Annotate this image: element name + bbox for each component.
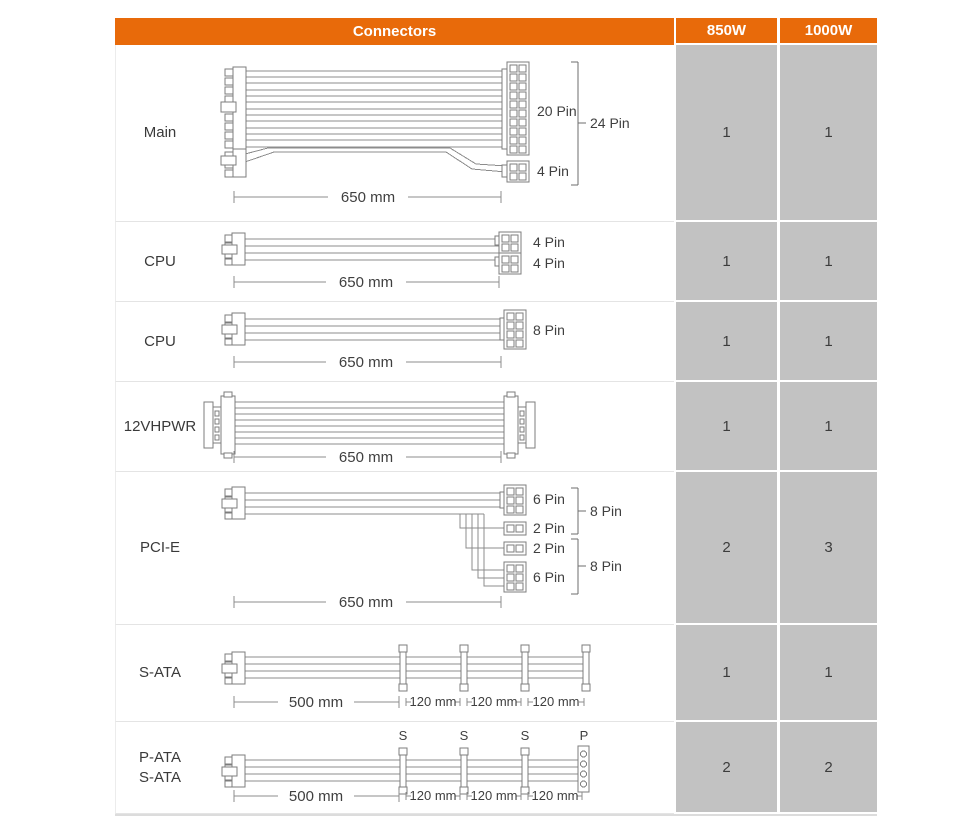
pin-label-6pin-a: 6 Pin: [533, 491, 565, 507]
pin-label-4pin: 4 Pin: [537, 163, 569, 179]
row-label-pcie: PCI-E: [139, 538, 180, 556]
cpu-4pin-connector-top: [499, 232, 521, 253]
length-label: 650 mm: [338, 594, 394, 611]
psu-side-plug: [222, 755, 245, 787]
pcie-cable-diagram: [116, 472, 675, 624]
length-label: 650 mm: [338, 354, 394, 371]
header-1000w: 1000W: [780, 18, 877, 45]
value-cell-1000w: 1: [780, 45, 877, 222]
connector-diagram-cell: [115, 222, 674, 302]
pcie-2pin-connector-b: [504, 542, 526, 555]
atx-plug-left: [221, 67, 246, 149]
row-label-cpu: CPU: [144, 332, 176, 350]
psu-side-plug: [222, 652, 245, 684]
molex-connector: [578, 746, 589, 792]
table-row-main: [115, 45, 877, 222]
segment-label-2: 120 mm: [470, 788, 518, 803]
value-cell-850w: 1: [676, 625, 777, 722]
table-row-sata: [115, 625, 877, 722]
row-label-12vhpwr: 12VHPWR: [123, 417, 197, 435]
connector-letter-s1: S: [398, 728, 408, 743]
pcie-6pin-connector-a: [504, 485, 526, 515]
atx-4pin-connector: [507, 161, 529, 182]
hpwr-cable-diagram: [116, 382, 675, 471]
table-row-cpu-8: [115, 302, 877, 382]
row-label-main: Main: [143, 123, 177, 141]
segment-label-1: 120 mm: [409, 694, 457, 709]
value-cell-850w: 2: [676, 472, 777, 625]
value-cell-1000w: 3: [780, 472, 877, 625]
pcie-2pin-connector-a: [504, 522, 526, 535]
main-cable-diagram: [116, 45, 675, 221]
row-label-cpu: CPU: [144, 252, 176, 270]
connector-diagram-cell: [115, 625, 674, 722]
sata-connector-3: [521, 748, 529, 794]
connector-letter-p: P: [579, 728, 589, 743]
pin-label-8pin-a: 8 Pin: [590, 503, 622, 519]
connector-diagram-cell: [115, 382, 674, 472]
atx-4pin-plug-left: [221, 149, 246, 177]
length-label: 650 mm: [338, 274, 394, 291]
sata-connector-1: [399, 748, 407, 794]
pin-label-6pin-b: 6 Pin: [533, 569, 565, 585]
value-cell-850w: 1: [676, 45, 777, 222]
length-label: 650 mm: [338, 449, 394, 466]
psu-side-plug: [222, 487, 245, 519]
sata-connector-2: [460, 748, 468, 794]
atx-20pin-connector: [507, 62, 529, 155]
row-label-sata: S-ATA: [139, 663, 181, 681]
segment-label-3: 120 mm: [531, 788, 579, 803]
cpu-44-cable-diagram: [116, 222, 675, 301]
table-header-row: [115, 18, 877, 45]
value-cell-1000w: 2: [780, 722, 877, 814]
hpwr-connector-right: [504, 392, 535, 458]
row-label-line2: S-ATA: [139, 768, 181, 786]
length-label: 650 mm: [340, 189, 396, 206]
value-cell-850w: 1: [676, 302, 777, 382]
value-cell-850w: 1: [676, 222, 777, 302]
table-row-12vhpwr: [115, 382, 877, 472]
connector-spec-table: [115, 18, 877, 816]
value-cell-850w: 1: [676, 382, 777, 472]
segment-label-3: 120 mm: [532, 694, 580, 709]
connector-diagram-cell: [115, 45, 674, 222]
connector-diagram-cell: [115, 722, 674, 814]
value-cell-1000w: 1: [780, 625, 877, 722]
length-label: 500 mm: [288, 694, 344, 711]
connector-letter-s3: S: [520, 728, 530, 743]
pin-label-8pin: 8 Pin: [533, 322, 565, 338]
pata-sata-cable-diagram: [116, 722, 675, 813]
value-cell-1000w: 1: [780, 382, 877, 472]
segment-label-2: 120 mm: [470, 694, 518, 709]
segment-label-1: 120 mm: [409, 788, 457, 803]
pin-label-2pin-b: 2 Pin: [533, 540, 565, 556]
sata-cable-diagram: [116, 625, 675, 721]
connector-letter-s2: S: [459, 728, 469, 743]
pin-label-2pin-a: 2 Pin: [533, 520, 565, 536]
pin-label-20pin: 20 Pin: [537, 103, 577, 119]
hpwr-connector-left: [204, 392, 235, 458]
pin-label-24pin: 24 Pin: [590, 115, 630, 131]
pin-label-4pin-a: 4 Pin: [533, 234, 565, 250]
connector-diagram-cell: [115, 472, 674, 625]
table-row-pcie: [115, 472, 877, 625]
header-850w: 850W: [676, 18, 777, 45]
value-cell-1000w: 1: [780, 302, 877, 382]
pin-label-4pin-b: 4 Pin: [533, 255, 565, 271]
table-row-pata-sata: [115, 722, 877, 814]
pcie-6pin-connector-b: [504, 562, 526, 592]
psu-side-plug: [222, 233, 245, 265]
psu-side-plug: [222, 313, 245, 345]
row-label-line1: P-ATA: [139, 748, 181, 766]
value-cell-850w: 2: [676, 722, 777, 814]
pin-label-8pin-b: 8 Pin: [590, 558, 622, 574]
sata-connector-2: [460, 645, 468, 691]
table-row-cpu-44: [115, 222, 877, 302]
sata-connector-3: [521, 645, 529, 691]
cpu-8-cable-diagram: [116, 302, 675, 381]
value-cell-1000w: 1: [780, 222, 877, 302]
length-label: 500 mm: [288, 788, 344, 805]
sata-connector-1: [399, 645, 407, 691]
connector-diagram-cell: [115, 302, 674, 382]
header-connectors: Connectors: [115, 18, 674, 45]
cpu-8pin-connector: [504, 310, 526, 349]
sata-connector-4: [582, 645, 590, 691]
cpu-4pin-connector-bottom: [499, 253, 521, 274]
